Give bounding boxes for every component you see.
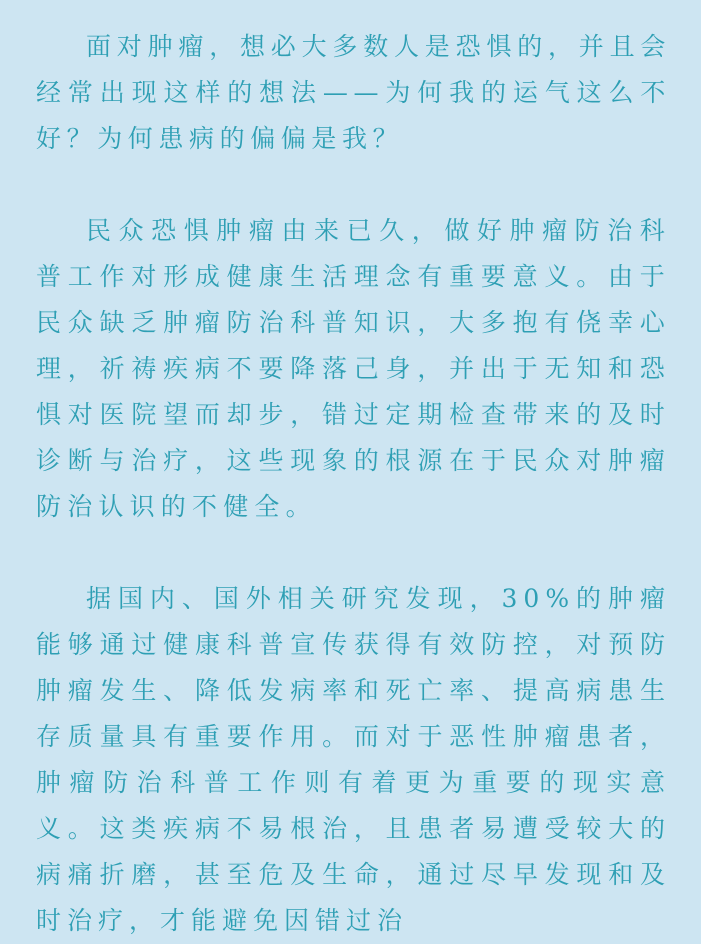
paragraph-fear-of-tumor: 面对肿瘤，想必大多数人是恐惧的，并且会经常出现这样的想法——为何我的运气这么不好？为何患病的偏偏是我？ <box>36 32 671 153</box>
paragraph-research-findings: 据国内、国外相关研究发现，30%的肿瘤能够通过健康科普宣传获得有效防控，对预防肿瘤发生、降低发病率和死亡率、提高病患生存质量具有重要作用。而对于恶性肿瘤患者，肿瘤防治科普工作则有着更为重要的现实意义。这类疾病不易根治，且患者易遭受较大的病痛折磨，甚至危及生命，通过尽早发现和及时治疗，才能避免因错过治 <box>36 584 671 935</box>
paragraph-science-popularization: 民众恐惧肿瘤由来已久，做好肿瘤防治科普工作对形成健康生活理念有重要意义。由于民众缺乏肿瘤防治科普知识，大多抱有侥幸心理，祈祷疾病不要降落己身，并出于无知和恐惧对医院望而却步，错过定期检查带来的及时诊断与治疗，这些现象的根源在于民众对肿瘤防治认识的不健全。 <box>36 216 671 521</box>
